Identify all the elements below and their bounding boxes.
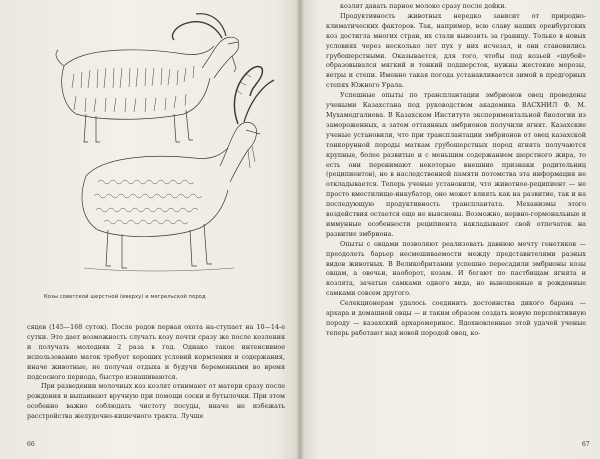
left-paragraph-1: сяцев (145—168 суток). После родов первая охота на-ступает на 10—14-е сутки. Это дает возможность случать козу почти сразу же после козления и получать молодняк 2 раза в год. Однако такое интенсивное использование маток требует хороших условий кормления и содержания, иначе животные, не получая отдыха и будучи беременными во время подсосного периода, быстро изнашиваются. (27, 323, 285, 381)
bottom-goat-drawing (82, 67, 274, 271)
right-paragraph-3: Успешные опыты по трансплантации эмбрионов овец проведены учеными Казахстана под руководством академика ВАСХНИЛ Ф. М. Мухамедгалиева. В Казахском Институте экспериментальной биологии из замороженных, а затем оттаянных эмбрионов получили ягнят. Казахские ученые установили, что при трансплантации эмбрионов от овец казахской тонкорунной породы маткам грубошерстных пород ягнята получаются крупные, более развитые и с меньшим содержанием шерстного жира, то есть они перенимают некоторые внешние признаки родительниц (реципиентов), но в наследственной памяти потомства эта информация не откладывается. Теперь ученые установили, что животное-реципиент — не просто вместилище-инкубатор, оно может влиять как на развитие, так и на последующую продуктивность трансплантата. Механизмы этого воздействия остается еще не выяснены. Возможно, нервно-гормональные и иммунные особенности реципиента накладывают свой отпечаток на развитие эмбриона. (326, 91, 586, 238)
right-page (300, 0, 600, 459)
left-paragraph-2: При разведении молочных коз козлят отнимают от матери сразу после рождения и выпаивают вручную при помощи соски и бутылочки. При этом особенно важно соблюдать чистоту посуды, иначе не избежать расстройства желудочно-кишечного тракта. Лучше (27, 382, 285, 421)
page-number-left: 66 (27, 441, 35, 448)
top-goat-drawing (56, 14, 239, 142)
left-page-body (27, 323, 285, 422)
goat-illustrations-svg (24, 6, 282, 286)
figure-caption: Козы советской шерстной (вверху) и мегрельской пород (44, 294, 206, 300)
right-paragraph-2: Продуктивность животных нередко зависит от природно-климатических факторов. Так, например, всю славу наших оренбургских коз достигла многих стран, их стали вывозить за границу. Только в новых условиях через несколько лет пух у них исчезал, и они становились грубошерстными. Оказывается, для того, чтобы под козьей «шубой» образовывался мягкий и тонкий подшерсток, нужны жестокие морозы, ветры и степи. Именно такая погода устанавливается зимой в предгорных степях Южного Урала. (326, 11, 586, 90)
right-paragraph-1: козлят давать парное молоко сразу после дойки. (340, 2, 507, 10)
right-paragraph-5: Селекционерам удалось соединить достоинства дикого барана — архара и домашней овцы — и таким образом создать новую перспективную породу — казахский архаромеринос. Вдохновленные этой удачей ученые теперь работают над новой породой овец, ко- (326, 299, 586, 337)
right-paragraph-4: Опыты с овцами позволяют реализовать давнюю мечту генетиков — преодолеть барьер несмешиваемости между представителями разных видов животных. В Великобритании успешно пересадили эмбрионы козы овцам, а овечьи, наоборот, козам. И бегают по пастбищам ягнята и козлята, зачатые самками одного вида, но выношенные и рожденные самками совсем другого. (326, 239, 586, 298)
page-number-right: 67 (582, 441, 590, 448)
right-page-body (326, 2, 586, 339)
book-gutter (296, 0, 304, 459)
goat-illustration (24, 6, 282, 286)
